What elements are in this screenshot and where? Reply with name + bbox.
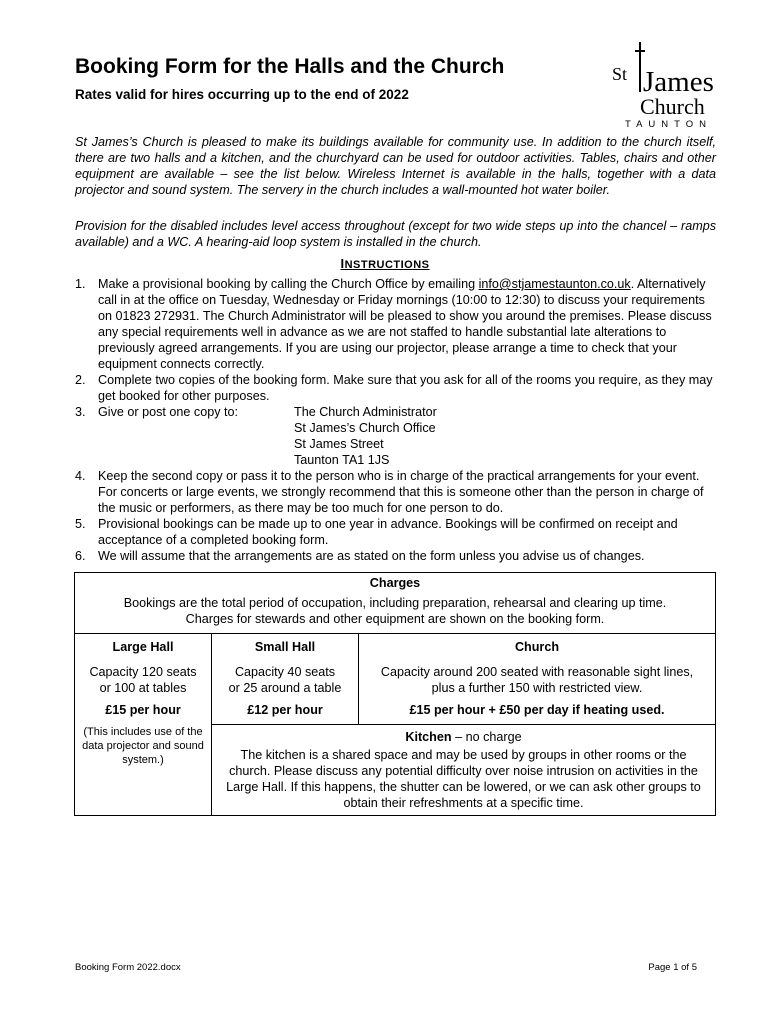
logo-church: Church bbox=[640, 94, 705, 119]
item-number: 3. bbox=[75, 405, 86, 419]
church-capacity: Capacity around 200 seated with reasonable sight lines, plus a further 150 with restricted view. bbox=[380, 665, 694, 695]
large-hall-name: Large Hall bbox=[112, 640, 174, 654]
instructions-list bbox=[75, 276, 717, 564]
small-hall-price: £12 per hour bbox=[247, 703, 323, 717]
instructions-heading bbox=[0, 256, 770, 271]
instruction-item-1 bbox=[75, 276, 717, 372]
logo-st: St bbox=[612, 64, 628, 84]
item-number: 4. bbox=[75, 469, 86, 483]
item-text: Complete two copies of the booking form. Make sure that you ask for all of the rooms you require, as they may get booked for other purposes. bbox=[98, 373, 713, 403]
item-text: Provisional bookings can be made up to one year in advance. Bookings will be confirmed on receipt and acceptance of a completed booking form. bbox=[98, 517, 678, 547]
kitchen-heading bbox=[216, 729, 711, 745]
postal-address bbox=[294, 404, 717, 468]
cross-bar bbox=[635, 50, 645, 52]
small-hall-capacity: Capacity 40 seats bbox=[234, 665, 336, 679]
intro-paragraph-2: Provision for the disabled includes level access throughout (except for two wide steps up into the chancel – ramps available) and a WC. A hearing-aid loop system is installed in the church. bbox=[75, 219, 716, 249]
kitchen-text: The kitchen is a shared space and may be used by groups in other rooms or the church. Please discuss any potential difficulty over noise intrusion on activities in the Large Hall. If this happens, the shutter can be lowered, or we can ask other groups to obtain their refreshments at a specific time. bbox=[226, 748, 701, 810]
logo-taunton: TAUNTON bbox=[625, 119, 713, 130]
small-hall-name: Small Hall bbox=[254, 640, 316, 654]
instruction-item-5 bbox=[75, 516, 717, 548]
item-text: Give or post one copy to: bbox=[98, 405, 239, 419]
item-number: 6. bbox=[75, 549, 86, 563]
instruction-item-2 bbox=[75, 372, 717, 404]
footer-filename: Booking Form 2022.docx bbox=[75, 962, 181, 973]
logo-james: James bbox=[643, 66, 714, 98]
instruction-item-6 bbox=[75, 548, 717, 564]
intro-paragraph-1: St James’s Church is pleased to make its buildings available for community use. In addition to the church itself, there are two halls and a kitchen, and the churchyard can be used for outdoor activities. Tables, chairs and other equipment are available – see the list below. Wireless Internet is available in the halls, together with a data projector and sound system. The servery in the church includes a wall-mounted hot water boiler. bbox=[75, 135, 716, 197]
small-hall-capacity-alt: or 25 around a table bbox=[228, 681, 342, 695]
item-number: 5. bbox=[75, 517, 86, 531]
item-text: Keep the second copy or pass it to the person who is in charge of the practical arrangements for your event. For concerts or large events, we strongly recommend that this is someone other than the person in charge of the music or performers, as there may be too much for one person to do. bbox=[98, 469, 704, 515]
page-title: Booking Form for the Halls and the Church bbox=[75, 55, 505, 78]
charges-note-2: Charges for stewards and other equipment are shown on the booking form. bbox=[185, 612, 605, 626]
large-hall-price: £15 per hour bbox=[105, 703, 181, 717]
address-line: St James Street bbox=[294, 437, 384, 451]
large-hall-note: (This includes use of the data projector and sound system.) bbox=[82, 726, 204, 766]
item-text-continued: . Alternatively call in at the office on Tuesday, Wednesday or Friday mornings (10:00 to 12:30) to discuss your requirements on 01823 272931. The Church Administrator will be pleased to show you around the premises. Please discuss any special requirements well in advance as we are not staffed to handle substantial late alterations to previously agreed arrangements. If you are using our projector, please arrange a time to check that your equipment connects correctly. bbox=[98, 277, 712, 371]
kitchen-cell bbox=[212, 725, 716, 816]
charges-note-1: Bookings are the total period of occupation, including preparation, rehearsal and clearing up time. bbox=[123, 596, 667, 610]
small-hall-cell bbox=[212, 634, 359, 725]
church-price: £15 per hour + £50 per day if heating used. bbox=[409, 703, 665, 717]
address-line: St James’s Church Office bbox=[294, 421, 436, 435]
church-name: Church bbox=[514, 640, 560, 654]
kitchen-charge: – no charge bbox=[451, 730, 522, 744]
instructions-heading-first: I bbox=[340, 256, 345, 271]
rates-subtitle: Rates valid for hires occurring up to the end of 2022 bbox=[75, 87, 409, 102]
address-line: The Church Administrator bbox=[294, 405, 437, 419]
large-hall-cell bbox=[75, 634, 212, 816]
item-number: 2. bbox=[75, 373, 86, 387]
instruction-item-4 bbox=[75, 468, 717, 516]
item-text: Make a provisional booking by calling the Church Office by emailing bbox=[98, 277, 479, 291]
item-number: 1. bbox=[75, 277, 86, 291]
instruction-item-3 bbox=[75, 404, 717, 468]
instructions-heading-rest: NSTRUCTIONS bbox=[344, 259, 430, 271]
charges-header-cell bbox=[75, 573, 716, 634]
charges-heading: Charges bbox=[369, 576, 421, 590]
footer-page-number: Page 1 of 5 bbox=[648, 962, 697, 973]
large-hall-capacity-alt: or 100 at tables bbox=[99, 681, 187, 695]
kitchen-name: Kitchen bbox=[405, 730, 452, 744]
charges-table bbox=[74, 572, 716, 816]
email-link[interactable]: info@stjamestaunton.co.uk bbox=[478, 277, 631, 291]
address-line: Taunton TA1 1JS bbox=[294, 453, 390, 467]
large-hall-capacity: Capacity 120 seats bbox=[89, 665, 197, 679]
church-logo bbox=[612, 42, 722, 132]
item-text: We will assume that the arrangements are as stated on the form unless you advise us of changes. bbox=[98, 549, 645, 563]
church-cell bbox=[359, 634, 716, 725]
